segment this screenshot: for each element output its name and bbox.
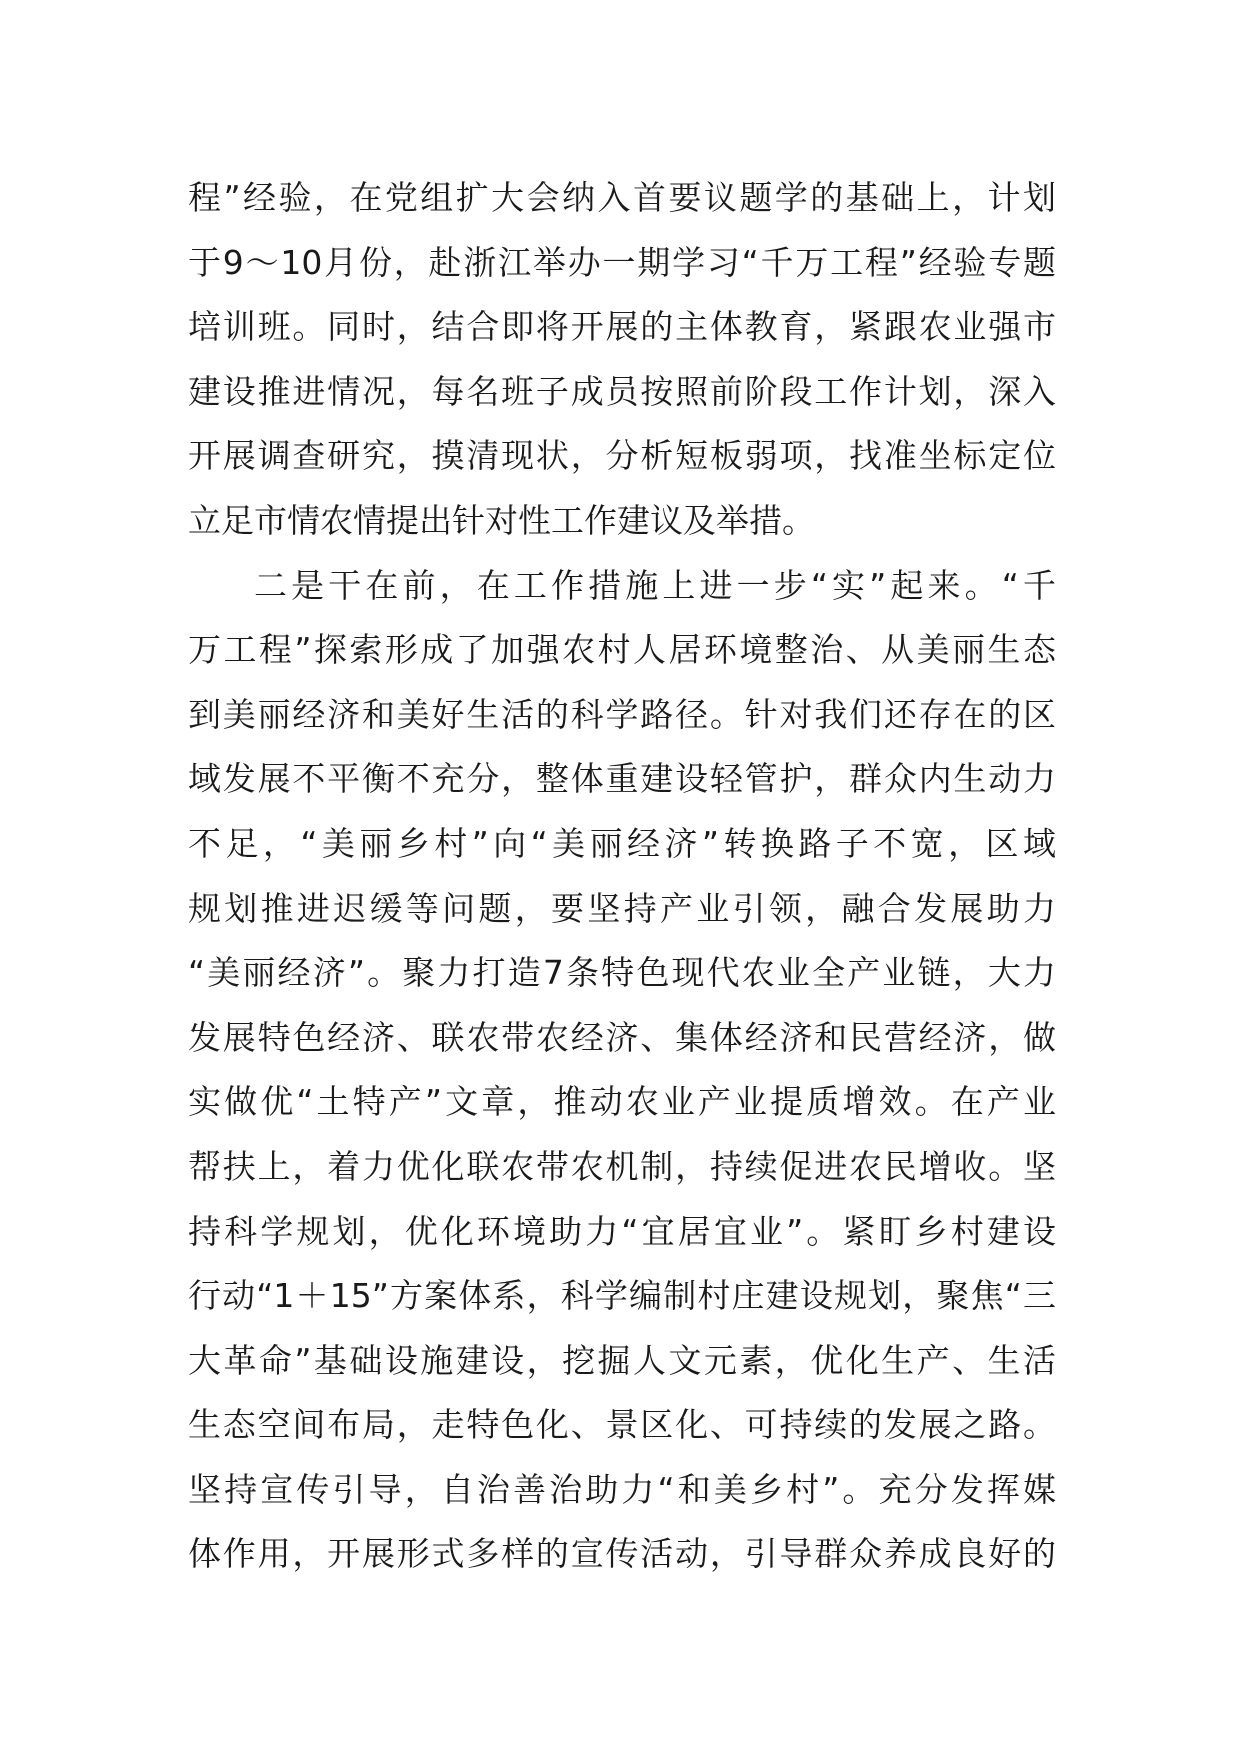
text-line: 规划推进迟缓等问题，要坚持产业引领，融合发展助力 [188, 888, 1056, 928]
paragraph-start-line: 二是干在前，在工作措施上进一步“实”起来。“千 [254, 565, 1056, 605]
text-line: 到美丽经济和美好生活的科学路径。针对我们还存在的区 [188, 694, 1056, 734]
text-line: 万工程”探索形成了加强农村人居环境整治、从美丽生态 [188, 630, 1056, 670]
text-line: 不足，“美丽乡村”向“美丽经济”转换路子不宽，区域 [188, 823, 1056, 863]
text-line: 培训班。同时，结合即将开展的主体教育，紧跟农业强市 [188, 307, 1056, 347]
text-line: 持科学规划，优化环境助力“宜居宜业”。紧盯乡村建设 [188, 1211, 1056, 1251]
text-line: 发展特色经济、联农带农经济、集体经济和民营经济，做 [188, 1017, 1056, 1057]
text-line: 于9～10月份，赴浙江举办一期学习“千万工程”经验专题 [188, 242, 1056, 282]
text-line: 帮扶上，着力优化联农带农机制，持续促进农民增收。坚 [188, 1146, 1056, 1186]
text-line: 行动“1＋15”方案体系，科学编制村庄建设规划，聚焦“三 [188, 1276, 1056, 1316]
text-line: 建设推进情况，每名班子成员按照前阶段工作计划，深入 [188, 371, 1056, 411]
body-text [188, 166, 1056, 1587]
text-line: 坚持宣传引导，自治善治助力“和美乡村”。充分发挥媒 [188, 1469, 1056, 1509]
text-line: 程”经验，在党组扩大会纳入首要议题学的基础上，计划 [188, 178, 1056, 217]
text-line: 实做优“土特产”文章，推动农业产业提质增效。在产业 [188, 1082, 1056, 1122]
text-line: 大革命”基础设施建设，挖掘人文元素，优化生产、生活 [188, 1340, 1056, 1380]
text-line: 生态空间布局，走特色化、景区化、可持续的发展之路。 [188, 1405, 1056, 1445]
text-line: 体作用，开展形式多样的宣传活动，引导群众养成良好的 [188, 1534, 1056, 1574]
text-line: 开展调查研究，摸清现状，分析短板弱项，找准坐标定位 [188, 436, 1056, 476]
text-line: 立足市情农情提出针对性工作建议及举措。 [188, 500, 815, 540]
text-line: “美丽经济”。聚力打造7条特色现代农业全产业链，大力 [188, 953, 1056, 993]
text-line: 域发展不平衡不充分，整体重建设轻管护，群众内生动力 [188, 759, 1056, 799]
